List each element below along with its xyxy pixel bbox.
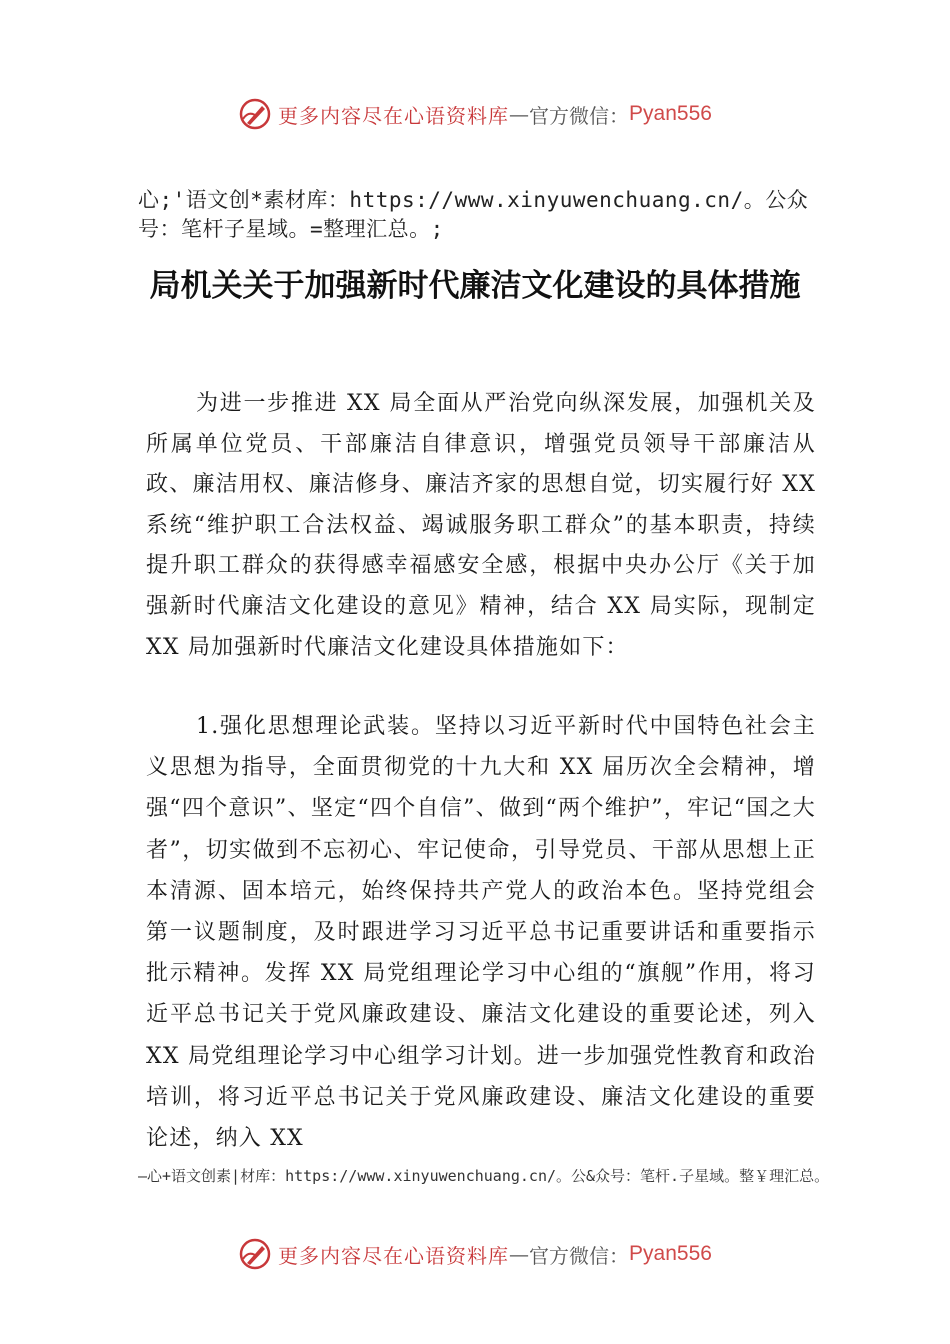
banner-wechat-id: Pyan556 [629,1242,712,1265]
banner-title: 更多内容尽在心语资料库 [278,103,510,128]
banner-wechat-id: Pyan556 [629,102,712,125]
banner-wechat-label: 官方微信： [529,103,630,128]
document-title: 局机关关于加强新时代廉洁文化建设的具体措施 [149,268,801,304]
footer-watermark-note: —心+语文创素|材库：https://www.xinyuwenchuang.cn/。公&众号：笔杆.子星域。整￥理汇总。 [138,1167,830,1185]
pen-circle-logo-icon [238,97,272,131]
bottom-banner [0,1232,950,1276]
banner-separator: — [509,102,530,126]
banner-wechat-label: 官方微信： [529,1243,630,1268]
pen-circle-logo-icon [238,1237,272,1271]
paragraph-item-1: 1.强化思想理论武装。坚持以习近平新时代中国特色社会主义思想为指导，全面贯彻党的十九大和 XX 届历次全会精神，增强“四个意识”、坚定“四个自信”、做到“两个维护”，牢记“国之大者”，切实做到不忘初心、牢记使命，引导党员、干部从思想上正本清源、固本培元，始终保持共产党人的政治本色。坚持党组会第一议题制度，及时跟进学习习近平总书记重要讲话和重要指示批示精神。发挥 XX 局党组理论学习中心组的“旗舰”作用，将习近平总书记关于党风廉政建设、廉洁文化建设的重要论述，列入 XX 局党组理论学习中心组学习计划。进一步加强党性教育和政治培训，将习近平总书记关于党风廉政建设、廉洁文化建设的重要论述，纳入 XX [146,714,816,1152]
banner-title: 更多内容尽在心语资料库 [278,1243,510,1268]
top-banner [0,92,950,136]
banner-separator: — [509,1242,530,1266]
paragraph-intro: 为进一步推进 XX 局全面从严治党向纵深发展，加强机关及所属单位党员、干部廉洁自律意识，增强党员领导干部廉洁从政、廉洁用权、廉洁修身、廉洁齐家的思想自觉，切实履行好 XX 系统“维护职工合法权益、竭诚服务职工群众”的基本职责，持续提升职工群众的获得感幸福感安全感，根据中央办公厅《关于加强新时代廉洁文化建设的意见》精神，结合 XX 局实际，现制定 XX 局加强新时代廉洁文化建设具体措施如下： [146,391,816,660]
header-watermark-note: 心;'语文创*素材库：https://www.xinyuwenchuang.cn/。公众号：笔杆子星域。=整理汇总。; [138,188,809,241]
